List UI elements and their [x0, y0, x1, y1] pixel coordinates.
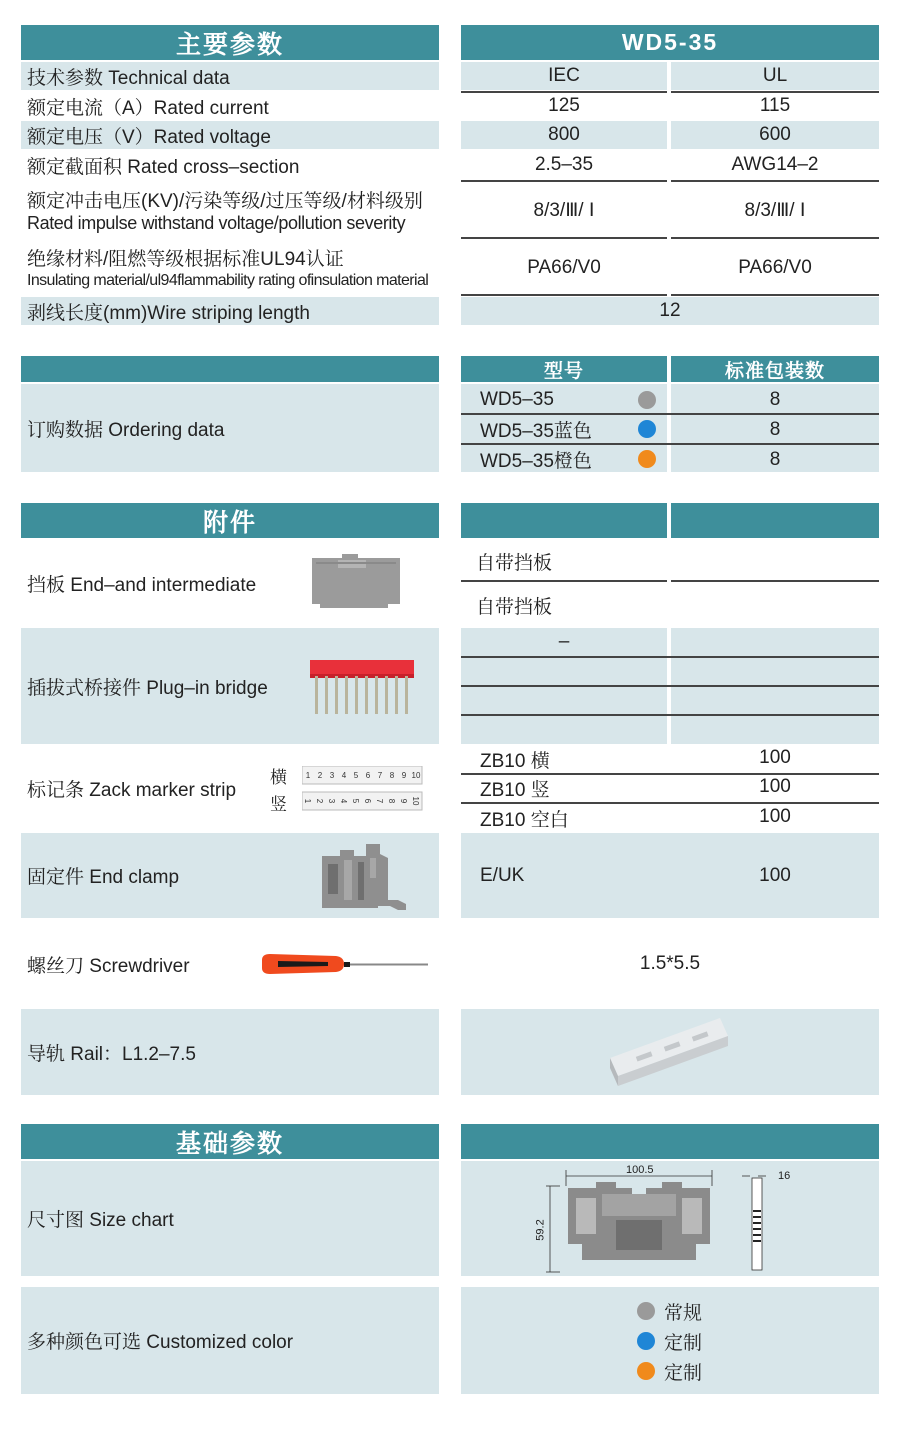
orange-color-dot — [638, 450, 656, 468]
grey-color-dot — [638, 391, 656, 409]
basic-title: 基础参数 — [21, 1124, 439, 1159]
marker-item-3: ZB10 空白 — [480, 809, 569, 831]
color-option-1: 常规 — [664, 1302, 703, 1324]
wire-stripping-value: 12 — [659, 300, 681, 321]
ordering-qty-1: 8 — [769, 389, 781, 410]
bridge-pin — [405, 676, 408, 714]
label-impulse-cn: 额定冲击电压(KV)/污染等级/过压等级/材料级别 — [27, 190, 423, 212]
screwdriver-value: 1.5*5.5 — [639, 953, 701, 974]
label-insulating-en: Insulating material/ul94flammability rating ofinsulation material — [27, 272, 429, 289]
marker-number: 3 — [327, 798, 336, 804]
end-plate-value-1: 自带挡板 — [476, 552, 553, 574]
color-option-orange-dot — [637, 1362, 655, 1380]
marker-qty-3: 100 — [759, 806, 791, 827]
ordering-model-2: WD5–35蓝色 — [480, 420, 592, 442]
ordering-qty-2: 8 — [769, 419, 781, 440]
ordering-model-3: WD5–35橙色 — [480, 450, 592, 472]
ordering-label: 订购数据 Ordering data — [27, 419, 225, 441]
plug-in-bridge-image — [306, 658, 418, 718]
marker-item-2: ZB10 竖 — [480, 779, 550, 801]
iec-cross-section: 2.5–35 — [534, 154, 594, 175]
marker-number: 2 — [315, 798, 324, 804]
bridge-pin — [315, 676, 318, 714]
ordering-qty-3: 8 — [769, 449, 781, 470]
marker-number: 9 — [401, 771, 407, 780]
marker-number: 6 — [365, 771, 371, 780]
iec-header: IEC — [548, 65, 580, 86]
ul-impulse: 8/3/Ⅲ/ Ⅰ — [744, 199, 806, 221]
iec-impulse: 8/3/Ⅲ/ Ⅰ — [533, 199, 595, 221]
size-height-value: 59.2 — [534, 1219, 547, 1241]
color-option-blue-dot — [637, 1332, 655, 1350]
marker-number: 8 — [389, 771, 395, 780]
marker-number: 10 — [411, 771, 421, 780]
blue-color-dot — [638, 420, 656, 438]
marker-number: 7 — [375, 798, 384, 804]
label-impulse-en: Rated impulse withstand voltage/pollution severity — [27, 212, 406, 233]
ordering-col-model: 型号 — [461, 356, 667, 382]
label-cross-section: 额定截面积 Rated cross–section — [27, 156, 300, 178]
ul-header: UL — [762, 65, 788, 86]
marker-strip-image — [302, 766, 426, 812]
marker-number: 8 — [387, 798, 396, 804]
marker-h-label: 横 — [270, 767, 287, 787]
bridge-pin — [365, 676, 368, 714]
ordering-col-pack: 标准包装数 — [671, 356, 879, 382]
marker-number: 7 — [377, 771, 383, 780]
bridge-pin — [325, 676, 328, 714]
end-plate-image — [308, 552, 404, 610]
bridge-pin — [355, 676, 358, 714]
ul-insulating: PA66/V0 — [738, 257, 812, 278]
marker-number: 1 — [305, 771, 311, 780]
label-technical-data: 技术参数 Technical data — [27, 67, 230, 89]
marker-number: 2 — [317, 771, 323, 780]
color-option-2: 定制 — [664, 1332, 703, 1354]
marker-v-label: 竖 — [270, 794, 287, 814]
color-label: 多种颜色可选 Customized color — [27, 1332, 294, 1353]
ordering-model-1: WD5–35 — [480, 389, 554, 410]
marker-item-1: ZB10 横 — [480, 750, 550, 772]
marker-qty-2: 100 — [759, 776, 791, 797]
label-rated-voltage: 额定电压（V）Rated voltage — [27, 126, 271, 148]
label-insulating-cn: 绝缘材料/阻燃等级根据标准UL94认证 — [27, 248, 344, 270]
ul-current: 115 — [759, 95, 791, 116]
bridge-label: 插拔式桥接件 Plug–in bridge — [27, 677, 268, 699]
bridge-pin — [395, 676, 398, 714]
size-chart-diagram — [536, 1164, 806, 1274]
bridge-pin — [335, 676, 338, 714]
end-plate-value-2: 自带挡板 — [476, 596, 553, 618]
end-plate-label: 挡板 End–and intermediate — [27, 574, 257, 596]
bridge-pin — [385, 676, 388, 714]
bridge-value: – — [558, 631, 570, 652]
bridge-pin — [375, 676, 378, 714]
iec-current: 125 — [548, 95, 580, 116]
size-width-value: 100.5 — [626, 1164, 654, 1176]
marker-number: 5 — [353, 771, 359, 780]
screwdriver-label: 螺丝刀 Screwdriver — [27, 955, 190, 977]
color-option-grey-dot — [637, 1302, 655, 1320]
screwdriver-image — [258, 950, 430, 980]
color-option-3: 定制 — [664, 1362, 703, 1384]
size-depth-value: 16 — [778, 1170, 791, 1182]
ul-voltage: 600 — [759, 124, 791, 145]
ul-cross-section: AWG14–2 — [731, 154, 819, 175]
marker-qty-1: 100 — [759, 747, 791, 768]
label-rated-current: 额定电流（A）Rated current — [27, 97, 269, 119]
marker-number: 3 — [329, 771, 335, 780]
end-clamp-label: 固定件 End clamp — [27, 867, 180, 888]
marker-number: 9 — [399, 798, 408, 804]
end-clamp-image — [318, 840, 410, 912]
marker-number: 1 — [303, 798, 312, 804]
main-title: 主要参数 — [21, 25, 439, 60]
marker-number: 4 — [341, 771, 347, 780]
rail-label: 导轨 Rail：L1.2–7.5 — [27, 1043, 196, 1065]
label-wire-stripping: 剥线长度(mm)Wire striping length — [27, 302, 310, 324]
accessories-title: 附件 — [21, 503, 439, 538]
end-clamp-qty: 100 — [759, 864, 791, 886]
rail-image — [606, 1014, 732, 1090]
end-clamp-name: E/UK — [480, 864, 525, 886]
iec-voltage: 800 — [548, 124, 580, 145]
marker-number: 4 — [339, 798, 348, 804]
iec-insulating: PA66/V0 — [527, 257, 601, 278]
marker-label: 标记条 Zack marker strip — [27, 779, 237, 801]
marker-number: 5 — [351, 798, 360, 804]
marker-number: 6 — [363, 798, 372, 804]
marker-number: 10 — [411, 796, 420, 806]
size-chart-label: 尺寸图 Size chart — [27, 1210, 174, 1231]
model-title: WD5-35 — [461, 25, 879, 60]
bridge-pin — [345, 676, 348, 714]
